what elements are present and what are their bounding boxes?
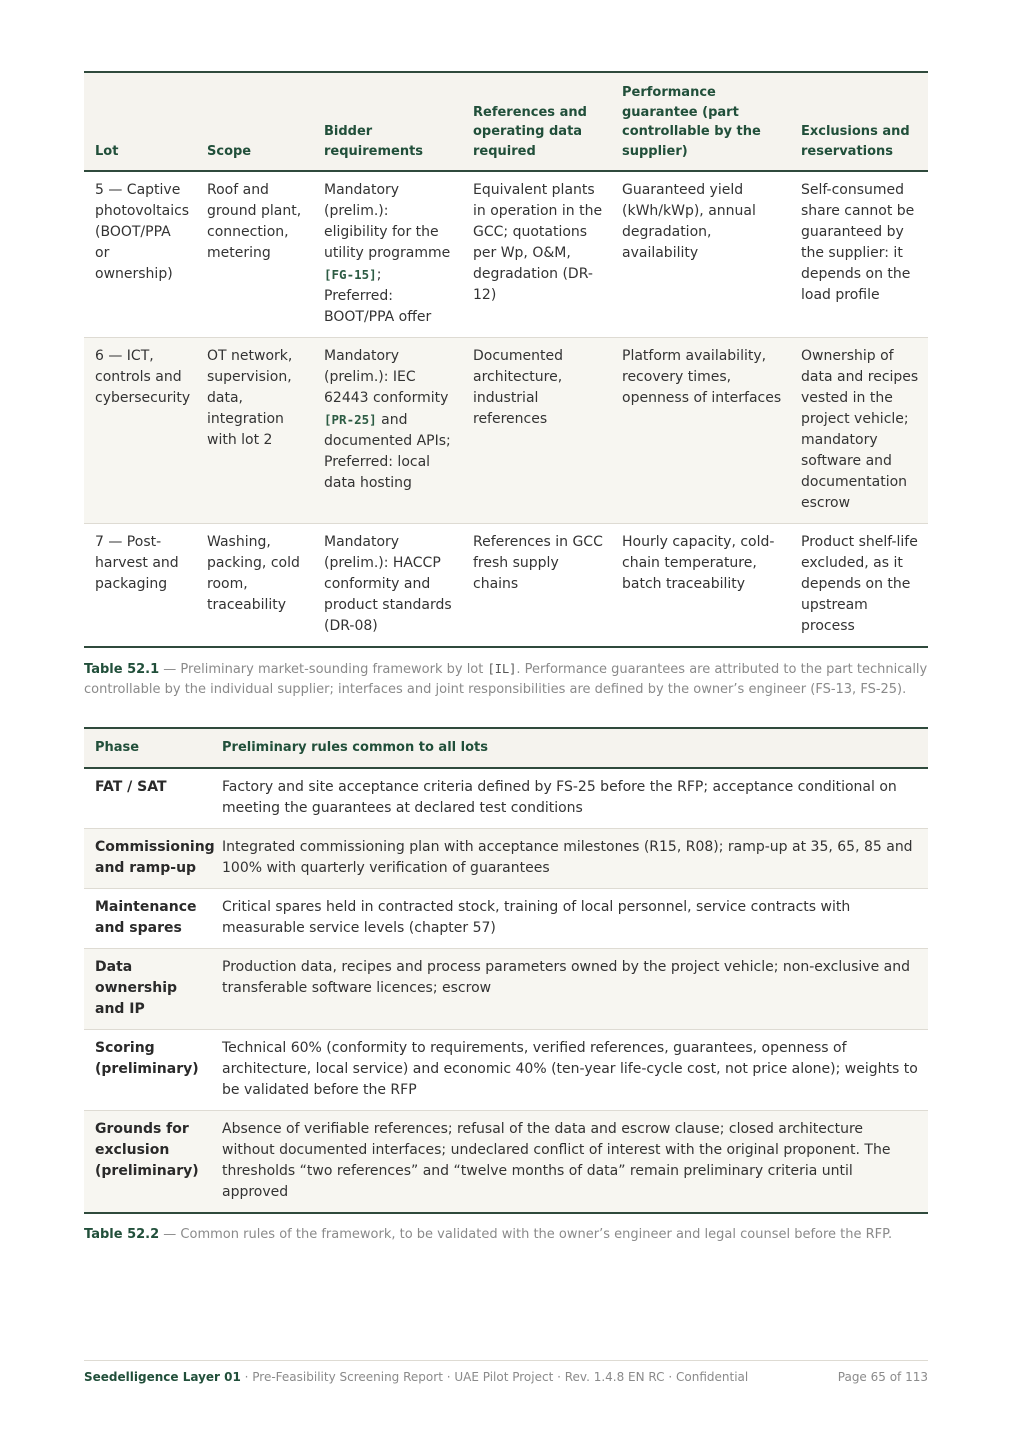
cell-references: Equivalent plants in operation in the GCC; quotations per Wp, O&M, degradation (DR-12) [473,182,603,303]
page-footer [84,1360,928,1384]
caption-label: Table 52.1 [84,662,160,677]
table-row [84,768,928,829]
table-row [84,1111,928,1214]
table-caption [84,659,928,700]
table-row [84,171,928,338]
cell-phase: Data ownership and IP [84,949,211,1030]
req-text: and documented APIs; Preferred: local data hosting [324,412,451,491]
cell-guarantee: Guaranteed yield (kWh/kWp), annual degradation, availability [622,182,756,261]
caption-code: [IL] [487,662,517,676]
table-row [84,1030,928,1111]
header-performance-guarantee: Performance guarantee (part controllable by the supplier) [611,72,790,171]
cell-requirements [313,171,462,338]
cell-rule: Production data, recipes and process parameters owned by the project vehicle; non-exclusive and transferable software licences; escrow [211,949,928,1030]
cell-phase: Maintenance and spares [84,889,211,949]
caption-text: . Performance guarantees are attributed to the part technically controllable by the individual supplier; interfaces and joint responsibilities are defined by the owner’s engineer (FS-13, FS-25). [84,662,928,697]
header-bidder-requirements: Bidder requirements [313,72,462,171]
table-row [84,829,928,889]
cell-exclusions: Ownership of data and recipes vested in the project vehicle; mandatory software and documentation escrow [790,338,928,524]
cell-scope: OT network, supervision, data, integration with lot 2 [196,338,313,524]
table-caption [84,1225,928,1245]
cell-exclusions: Product shelf-life excluded, as it depends on the upstream process [790,524,928,648]
header-scope: Scope [196,72,313,171]
cell-requirements [313,338,462,524]
cell-references: References in GCC fresh supply chains [462,524,611,648]
cell-lot: 7 — Post-harvest and packaging [84,524,196,648]
cell-lot: 6 — ICT, controls and cybersecurity [84,338,196,524]
cell-rule: Critical spares held in contracted stock, training of local personnel, service contracts with measurable service levels (chapter 57) [211,889,928,949]
header-references: References and operating data required [462,72,611,171]
cell-requirements: Mandatory (prelim.): HACCP conformity and product standards (DR-08) [313,524,462,648]
cell-scope: Roof and ground plant, connection, metering [207,182,302,261]
caption-text: — Common rules of the framework, to be validated with the owner’s engineer and legal counsel before the RFP. [159,1227,893,1242]
common-rules-table [84,727,928,1214]
req-text: Mandatory (prelim.): IEC 62443 conformity [324,348,449,406]
caption-text: — Preliminary market-sounding framework by lot [159,662,488,677]
table-row [84,338,928,524]
cell-phase: FAT / SAT [95,779,167,795]
caption-label: Table 52.2 [84,1227,160,1242]
reference-code: [PR-25] [324,412,377,427]
reference-code: [FG-15] [324,267,377,282]
cell-guarantee: Platform availability, recovery times, openness of interfaces [611,338,790,524]
cell-phase: Scoring (preliminary) [84,1030,211,1111]
cell-scope: Washing, packing, cold room, traceability [196,524,313,648]
cell-exclusions: Self-consumed share cannot be guaranteed by the supplier: it depends on the load profile [801,182,915,303]
header-exclusions: Exclusions and reservations [790,72,928,171]
table-header-row [84,72,928,171]
header-lot: Lot [84,72,196,171]
cell-phase: Grounds for exclusion (preliminary) [84,1111,211,1214]
page-number: Page 65 of 113 [837,1370,928,1384]
cell-rule: Integrated commissioning plan with acceptance milestones (R15, R08); ramp-up at 35, 65, 85 and 100% with quarterly verification of guarantees [211,829,928,889]
cell-rule: Factory and site acceptance criteria defined by FS-25 before the RFP; acceptance conditional on meeting the guarantees at declared test conditions [222,779,897,816]
req-text: ; Preferred: BOOT/PPA offer [324,267,432,325]
cell-references: Documented architecture, industrial references [462,338,611,524]
cell-phase: Commissioning and ramp-up [84,829,211,889]
table-row [84,889,928,949]
page-content [84,71,928,1245]
header-phase: Phase [84,728,211,768]
market-sounding-table [84,71,928,648]
header-rules: Preliminary rules common to all lots [211,728,928,768]
req-text: Mandatory (prelim.): eligibility for the utility programme [324,182,451,261]
cell-rule: Technical 60% (conformity to requirements, verified references, guarantees, openness of architecture, local service) and economic 40% (ten-year life-cycle cost, not price alone); weights to be validated before the RFP [211,1030,928,1111]
footer-left [84,1370,748,1384]
table-header-row [84,728,928,768]
cell-guarantee: Hourly capacity, cold-chain temperature, batch traceability [611,524,790,648]
table-row [84,524,928,648]
cell-rule: Absence of verifiable references; refusal of the data and escrow clause; closed architecture without documented interfaces; undeclared conflict of interest with the original proponent. The thresholds “two references” and “twelve months of data” remain preliminary criteria until approved [211,1111,928,1214]
table-row [84,949,928,1030]
footer-text: · Pre-Feasibility Screening Report · UAE Pilot Project · Rev. 1.4.8 EN RC · Confidential [240,1370,749,1384]
cell-lot: 5 — Captive photovoltaics (BOOT/PPA or ownership) [95,182,190,282]
footer-brand: Seedelligence Layer 01 [84,1370,241,1384]
